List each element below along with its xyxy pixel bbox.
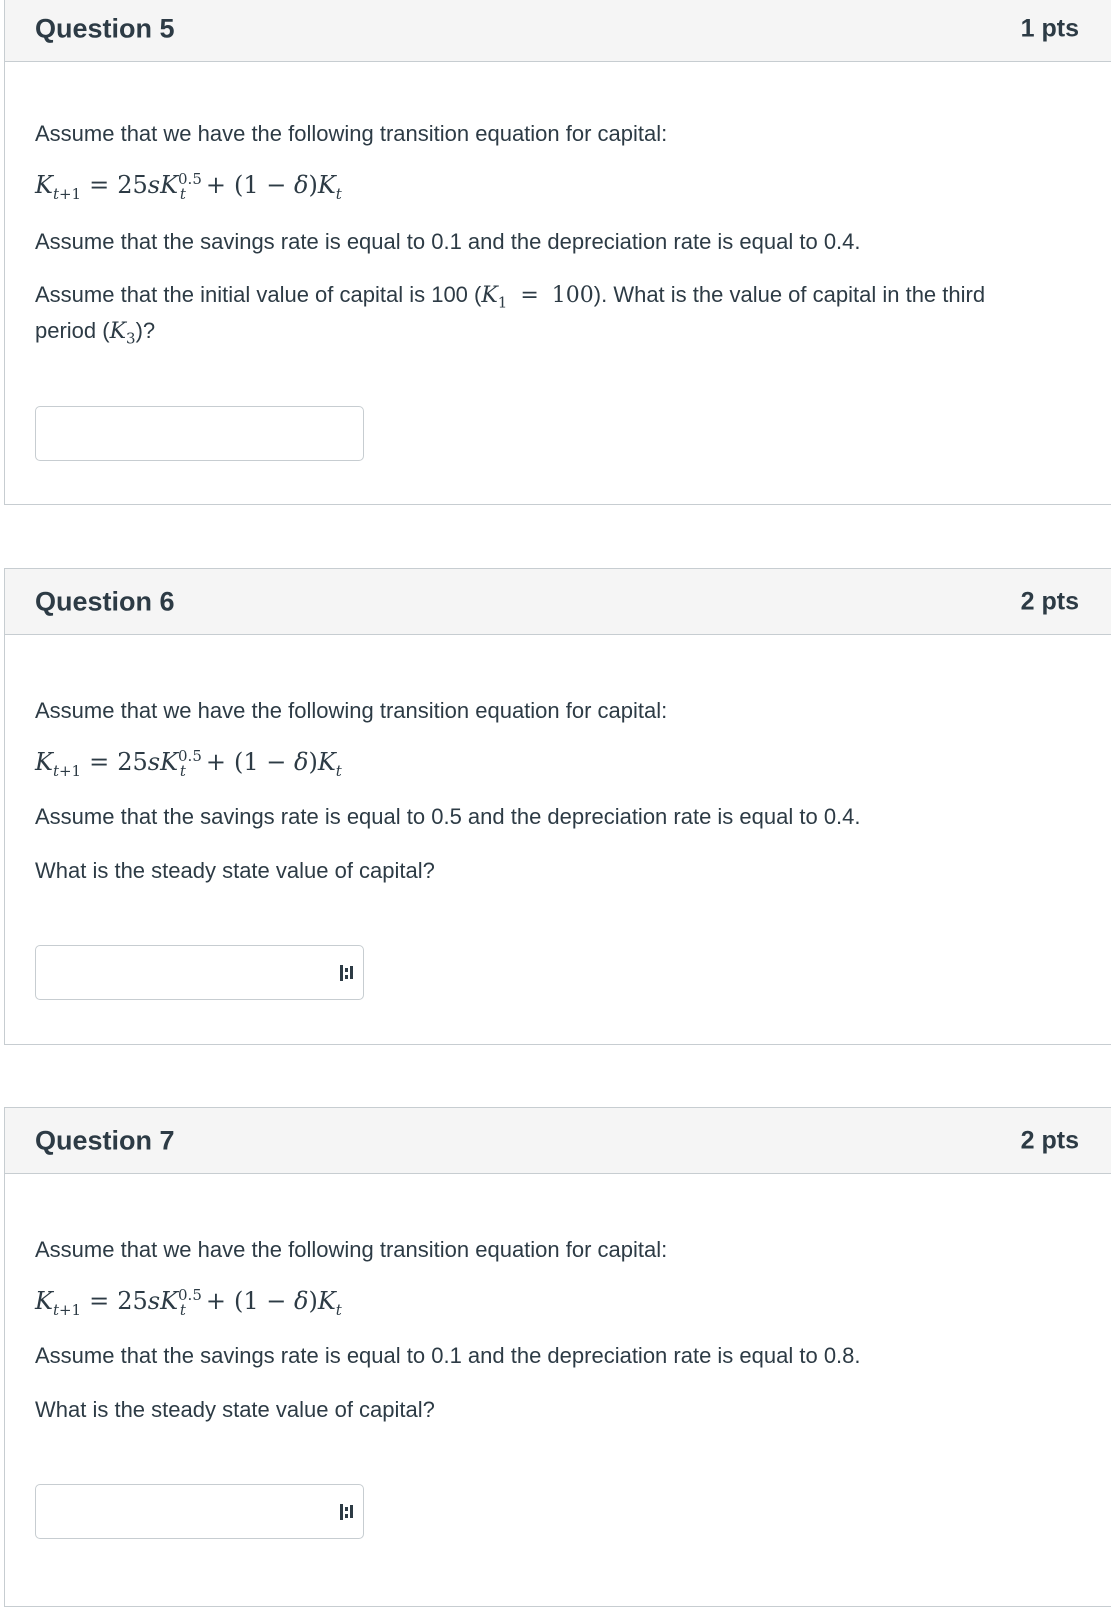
answer-input[interactable] xyxy=(35,1484,364,1539)
question-title: Question 6 xyxy=(35,586,175,616)
question-6 xyxy=(4,568,1111,1045)
question-params: Assume that the savings rate is equal to 0.1 and the depreciation rate is equal to 0.8. xyxy=(35,1343,861,1368)
question-params: Assume that the savings rate is equal to 0.1 and the depreciation rate is equal to 0.4. xyxy=(35,229,861,254)
question-params: Assume that the savings rate is equal to 0.5 and the depreciation rate is equal to 0.4. xyxy=(35,804,861,829)
prompt-text-b: ). What is the value of capital in the third xyxy=(593,282,986,307)
question-points: 2 pts xyxy=(1020,1126,1079,1154)
transition-equation: $K_{t+1} = 25sK^{0.5}_t + (1 - \delta)K_t$ xyxy=(35,170,342,203)
question-prompt: What is the steady state value of capital? xyxy=(35,858,435,883)
question-7 xyxy=(4,1107,1111,1607)
question-intro: Assume that we have the following transition equation for capital: xyxy=(35,698,668,723)
question-intro: Assume that we have the following transition equation for capital: xyxy=(35,121,668,146)
transition-equation: $K_{t+1} = 25sK^{0.5}_t + (1 - \delta)K_t$ xyxy=(35,1286,342,1319)
password-manager-icon[interactable] xyxy=(340,1502,354,1522)
password-manager-icon[interactable] xyxy=(340,963,354,983)
question-header xyxy=(5,569,1111,635)
question-points: 1 pts xyxy=(1020,14,1079,42)
transition-equation: $K_{t+1} = 25sK^{0.5}_t + (1 - \delta)K_t$ xyxy=(35,747,342,780)
prompt-text-c: period ( xyxy=(35,318,110,343)
answer-input[interactable] xyxy=(35,945,364,1000)
answer-input[interactable] xyxy=(35,406,364,461)
question-title: Question 5 xyxy=(35,13,175,43)
question-prompt: What is the steady state value of capital? xyxy=(35,1397,435,1422)
question-5 xyxy=(4,0,1111,505)
question-prompt-line1 xyxy=(35,277,985,320)
question-header xyxy=(5,0,1111,62)
prompt-math-k1: $K_1 = 100$ xyxy=(481,283,594,312)
prompt-text-d: )? xyxy=(135,318,156,343)
question-points: 2 pts xyxy=(1020,587,1079,615)
question-intro: Assume that we have the following transition equation for capital: xyxy=(35,1237,668,1262)
question-prompt-line2 xyxy=(35,313,155,356)
question-title: Question 7 xyxy=(35,1125,175,1155)
prompt-text-a: Assume that the initial value of capital is 100 ( xyxy=(35,282,482,307)
prompt-math-k3: $K_3$ xyxy=(109,319,136,348)
question-header xyxy=(5,1108,1111,1174)
